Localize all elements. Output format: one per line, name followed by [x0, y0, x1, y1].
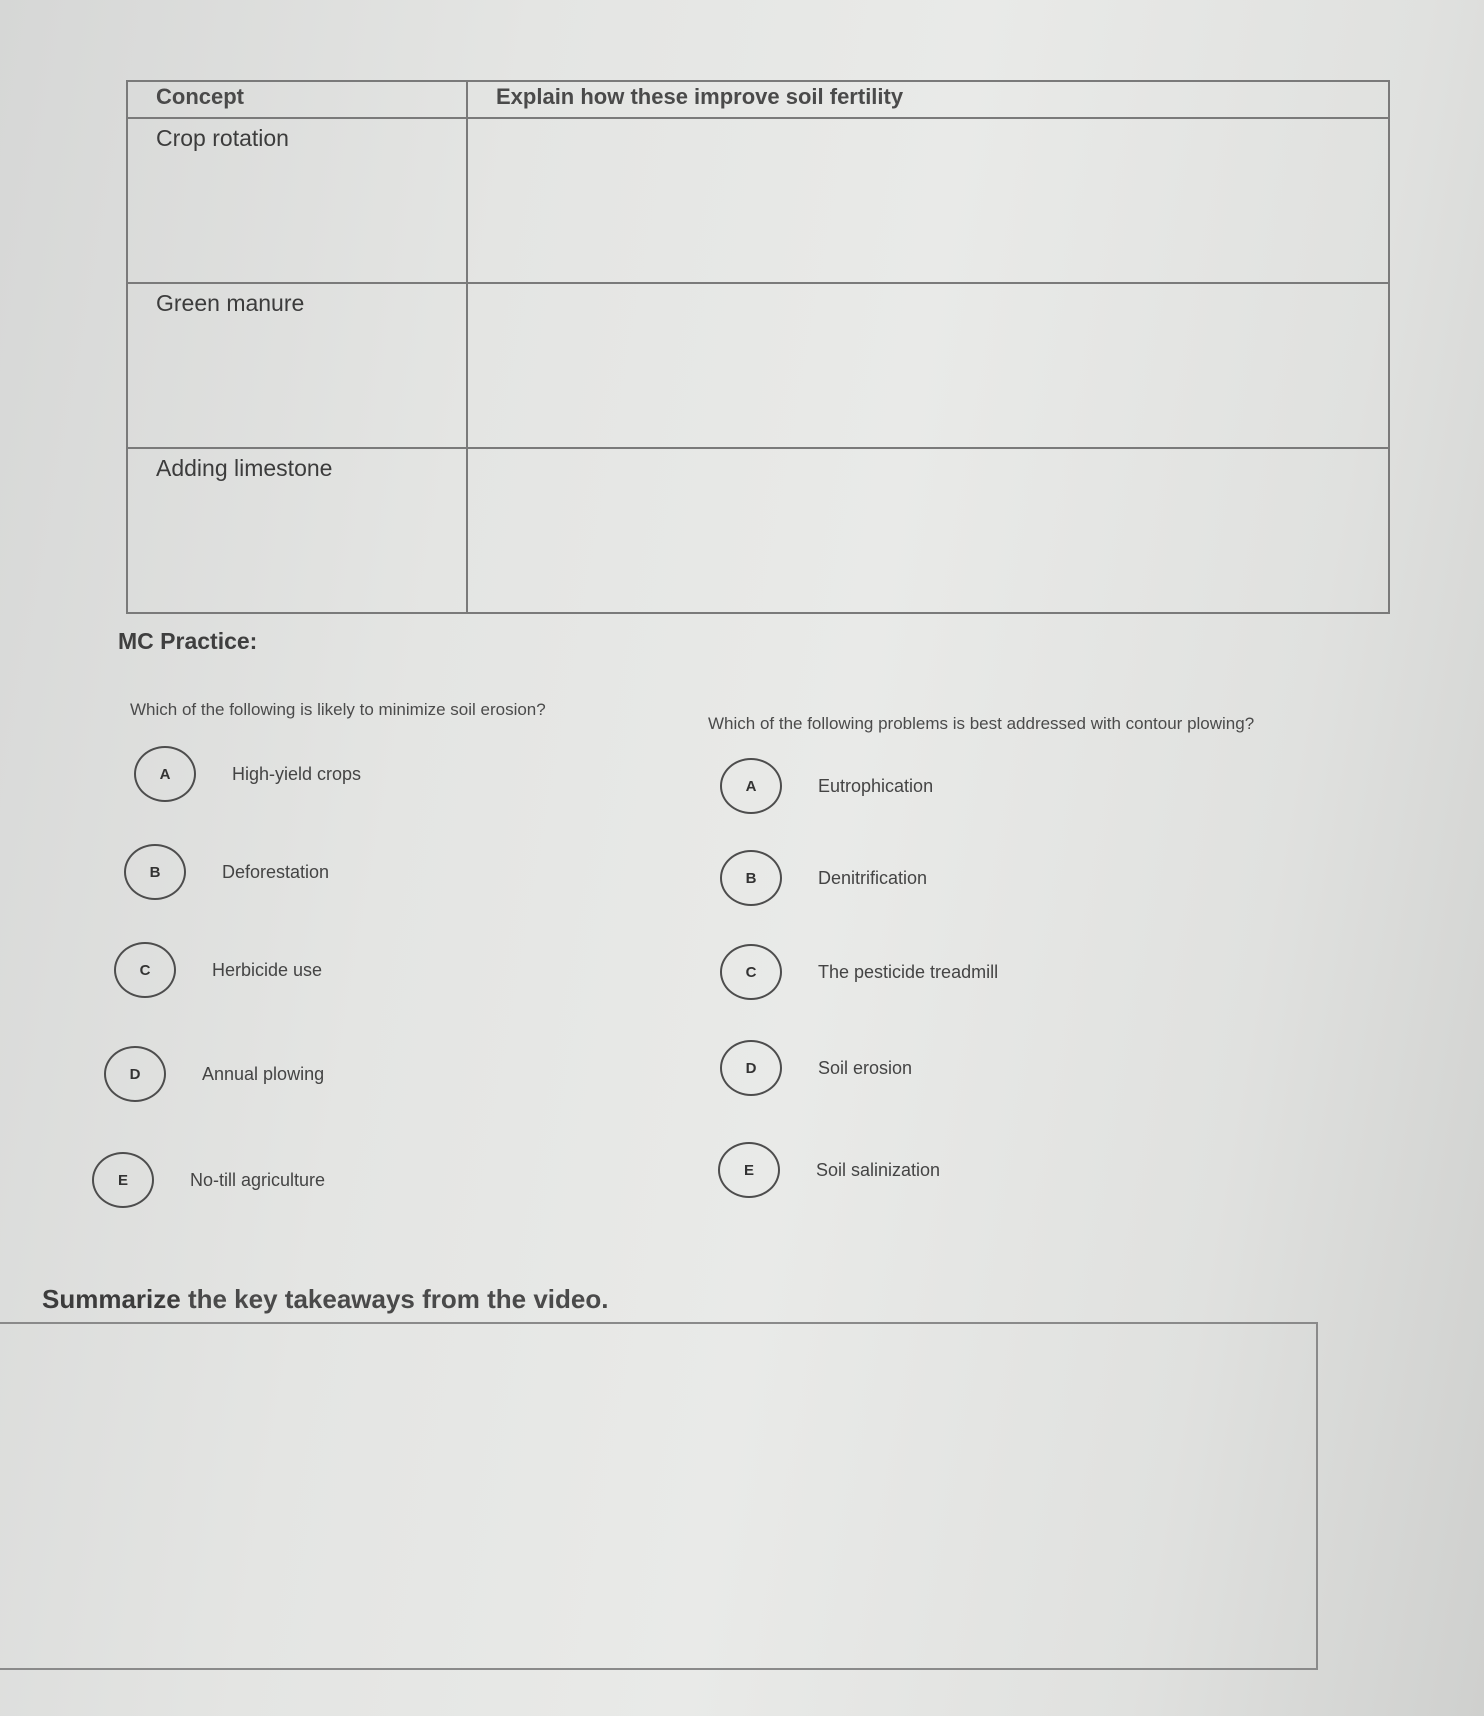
- concept-cell: Green manure: [127, 283, 467, 448]
- q1-option-b[interactable]: [124, 842, 329, 902]
- q1-option-d-bubble[interactable]: D: [104, 1046, 166, 1102]
- q1-option-d-label: Annual plowing: [202, 1063, 325, 1084]
- question-2-text: Which of the following problems is best addressed with contour plowing?: [708, 714, 1255, 733]
- concept-cell: Adding limestone: [127, 448, 467, 613]
- q2-option-b-label: Denitrification: [818, 867, 928, 888]
- q2-option-d-bubble[interactable]: D: [720, 1040, 782, 1096]
- q2-option-d-label: Soil erosion: [818, 1057, 913, 1078]
- q1-option-e-label: No-till agriculture: [190, 1169, 326, 1190]
- explanation-cell[interactable]: [467, 118, 1389, 283]
- q1-option-b-bubble[interactable]: B: [124, 844, 186, 900]
- q1-option-a-bubble[interactable]: A: [134, 746, 196, 802]
- q2-option-e-label: Soil salinization: [816, 1159, 941, 1180]
- explanation-column-header: Explain how these improve soil fertility: [467, 81, 1389, 118]
- concept-table: [126, 80, 1390, 614]
- q2-option-c[interactable]: [720, 942, 998, 1002]
- table-row: [127, 283, 1389, 448]
- q1-option-c-label: Herbicide use: [212, 959, 323, 980]
- q2-option-e-bubble[interactable]: E: [718, 1142, 780, 1198]
- question-1-text: Which of the following is likely to minimize soil erosion?: [130, 700, 546, 719]
- q1-option-a[interactable]: [134, 744, 361, 804]
- q1-option-c[interactable]: [114, 940, 322, 1000]
- q1-option-c-bubble[interactable]: C: [114, 942, 176, 998]
- summary-prompt: [42, 1284, 608, 1315]
- q2-option-d[interactable]: [720, 1038, 912, 1098]
- summary-answer-box[interactable]: [0, 1322, 1318, 1670]
- explanation-cell[interactable]: [467, 283, 1389, 448]
- q2-option-a[interactable]: [720, 756, 933, 816]
- table-row: [127, 118, 1389, 283]
- q1-option-a-label: High-yield crops: [232, 763, 362, 784]
- q1-option-e[interactable]: [92, 1150, 325, 1210]
- explanation-cell[interactable]: [467, 448, 1389, 613]
- q2-option-b-bubble[interactable]: B: [720, 850, 782, 906]
- q1-option-d[interactable]: [104, 1044, 324, 1104]
- q2-option-e[interactable]: [718, 1140, 940, 1200]
- concept-cell: Crop rotation: [127, 118, 467, 283]
- concept-column-header: Concept: [127, 81, 467, 118]
- summary-prompt-bold: Summarize: [42, 1284, 181, 1314]
- q2-option-a-bubble[interactable]: A: [720, 758, 782, 814]
- q1-option-e-bubble[interactable]: E: [92, 1152, 154, 1208]
- table-header-row: [127, 81, 1389, 118]
- q2-option-c-bubble[interactable]: C: [720, 944, 782, 1000]
- q2-option-c-label: The pesticide treadmill: [818, 961, 999, 982]
- q2-option-b[interactable]: [720, 848, 927, 908]
- q2-option-a-label: Eutrophication: [818, 775, 934, 796]
- summary-prompt-rest: the key takeaways from the video.: [180, 1284, 609, 1314]
- table-row: [127, 448, 1389, 613]
- mc-practice-title: MC Practice:: [118, 628, 258, 654]
- q1-option-b-label: Deforestation: [222, 861, 330, 882]
